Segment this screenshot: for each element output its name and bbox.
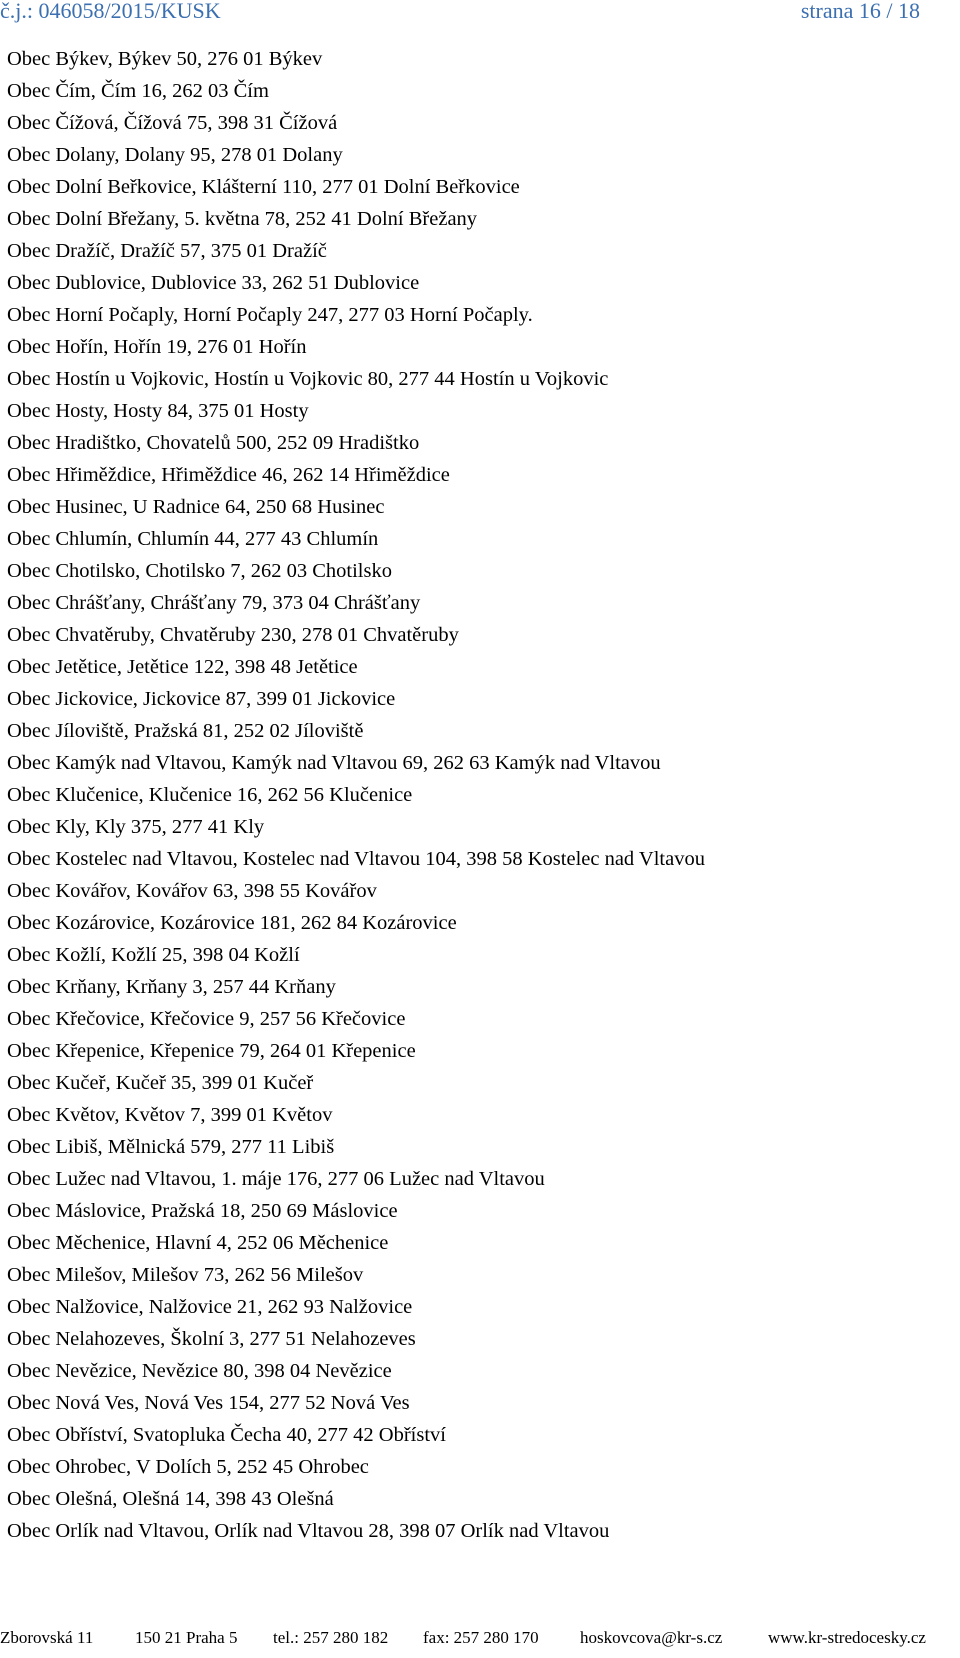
list-item: Obec Býkev, Býkev 50, 276 01 Býkev (7, 48, 323, 70)
list-item: Obec Lužec nad Vltavou, 1. máje 176, 277 06 Lužec nad Vltavou (7, 1168, 545, 1190)
list-item: Obec Chrášťany, Chrášťany 79, 373 04 Chrášťany (7, 592, 421, 614)
list-item: Obec Jíloviště, Pražská 81, 252 02 Jíloviště (7, 720, 364, 742)
list-item: Obec Křepenice, Křepenice 79, 264 01 Křepenice (7, 1040, 416, 1062)
footer-fax: fax: 257 280 170 (423, 1628, 539, 1647)
list-item: Obec Čížová, Čížová 75, 398 31 Čížová (7, 112, 338, 134)
list-item: Obec Orlík nad Vltavou, Orlík nad Vltavou 28, 398 07 Orlík nad Vltavou (7, 1520, 610, 1542)
footer-website: www.kr-stredocesky.cz (768, 1628, 926, 1647)
page-header (0, 0, 960, 30)
list-item: Obec Hořín, Hořín 19, 276 01 Hořín (7, 336, 307, 358)
list-item: Obec Klučenice, Klučenice 16, 262 56 Klučenice (7, 784, 413, 806)
list-item: Obec Nelahozeves, Školní 3, 277 51 Nelahozeves (7, 1328, 416, 1350)
list-item: Obec Kučeř, Kučeř 35, 399 01 Kučeř (7, 1072, 314, 1094)
list-item: Obec Kozárovice, Kozárovice 181, 262 84 Kozárovice (7, 912, 457, 934)
list-item: Obec Chvatěruby, Chvatěruby 230, 278 01 Chvatěruby (7, 624, 459, 646)
list-item: Obec Jetětice, Jetětice 122, 398 48 Jetětice (7, 656, 358, 678)
list-item: Obec Nevězice, Nevězice 80, 398 04 Nevězice (7, 1360, 392, 1382)
list-item: Obec Kožlí, Kožlí 25, 398 04 Kožlí (7, 944, 300, 966)
list-item: Obec Olešná, Olešná 14, 398 43 Olešná (7, 1488, 334, 1510)
list-item: Obec Nalžovice, Nalžovice 21, 262 93 Nalžovice (7, 1296, 413, 1318)
list-item: Obec Kovářov, Kovářov 63, 398 55 Kovářov (7, 880, 377, 902)
list-item: Obec Hradištko, Chovatelů 500, 252 09 Hradištko (7, 432, 420, 454)
footer-email: hoskovcova@kr-s.cz (580, 1628, 723, 1647)
document-reference: č.j.: 046058/2015/KUSK (0, 0, 221, 23)
footer-city: 150 21 Praha 5 (135, 1628, 238, 1647)
list-item: Obec Kostelec nad Vltavou, Kostelec nad Vltavou 104, 398 58 Kostelec nad Vltavou (7, 848, 705, 870)
page-footer (0, 1628, 960, 1656)
list-item: Obec Milešov, Milešov 73, 262 56 Milešov (7, 1264, 364, 1286)
list-item: Obec Květov, Květov 7, 399 01 Květov (7, 1104, 333, 1126)
list-item: Obec Máslovice, Pražská 18, 250 69 Máslovice (7, 1200, 398, 1222)
list-item: Obec Krňany, Krňany 3, 257 44 Krňany (7, 976, 336, 998)
list-item: Obec Měchenice, Hlavní 4, 252 06 Měchenice (7, 1232, 389, 1254)
list-item: Obec Obříství, Svatopluka Čecha 40, 277 42 Obříství (7, 1424, 446, 1446)
list-item: Obec Kamýk nad Vltavou, Kamýk nad Vltavou 69, 262 63 Kamýk nad Vltavou (7, 752, 661, 774)
list-item: Obec Chlumín, Chlumín 44, 277 43 Chlumín (7, 528, 379, 550)
list-item: Obec Ohrobec, V Dolích 5, 252 45 Ohrobec (7, 1456, 369, 1478)
list-item: Obec Dolní Beřkovice, Klášterní 110, 277 01 Dolní Beřkovice (7, 176, 520, 198)
list-item: Obec Nová Ves, Nová Ves 154, 277 52 Nová Ves (7, 1392, 410, 1414)
list-item: Obec Hosty, Hosty 84, 375 01 Hosty (7, 400, 309, 422)
list-item: Obec Husinec, U Radnice 64, 250 68 Husinec (7, 496, 385, 518)
list-item: Obec Horní Počaply, Horní Počaply 247, 277 03 Horní Počaply. (7, 304, 533, 326)
list-item: Obec Chotilsko, Chotilsko 7, 262 03 Chotilsko (7, 560, 392, 582)
municipality-address-list (7, 43, 705, 1547)
list-item: Obec Dublovice, Dublovice 33, 262 51 Dublovice (7, 272, 420, 294)
list-item: Obec Dolní Břežany, 5. května 78, 252 41 Dolní Břežany (7, 208, 478, 230)
page-number: strana 16 / 18 (800, 0, 920, 23)
list-item: Obec Hostín u Vojkovic, Hostín u Vojkovic 80, 277 44 Hostín u Vojkovic (7, 368, 609, 390)
list-item: Obec Kly, Kly 375, 277 41 Kly (7, 816, 265, 838)
list-item: Obec Hřiměždice, Hřiměždice 46, 262 14 Hřiměždice (7, 464, 450, 486)
footer-street: Zborovská 11 (0, 1628, 94, 1647)
list-item: Obec Jickovice, Jickovice 87, 399 01 Jickovice (7, 688, 396, 710)
footer-phone: tel.: 257 280 182 (273, 1628, 389, 1647)
list-item: Obec Dolany, Dolany 95, 278 01 Dolany (7, 144, 343, 166)
list-item: Obec Čím, Čím 16, 262 03 Čím (7, 80, 269, 102)
list-item: Obec Dražíč, Dražíč 57, 375 01 Dražíč (7, 240, 327, 262)
list-item: Obec Libiš, Mělnická 579, 277 11 Libiš (7, 1136, 335, 1158)
list-item: Obec Křečovice, Křečovice 9, 257 56 Křečovice (7, 1008, 406, 1030)
